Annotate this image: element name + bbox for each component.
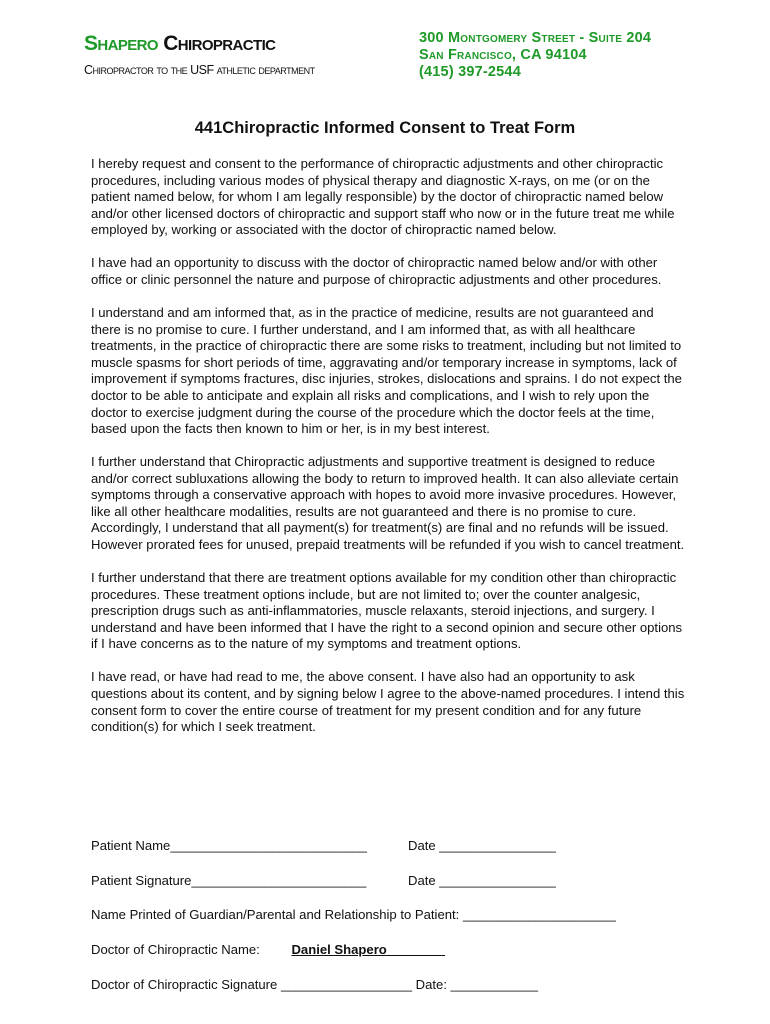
practice-name-second: Chiropractic <box>163 32 276 55</box>
address-street: 300 Montgomery Street - Suite 204 <box>419 30 652 46</box>
address-city: San Francisco, CA 94104 <box>419 47 587 63</box>
doctor-name-text: Daniel Shapero <box>291 942 387 957</box>
practice-phone: (415) 397-2544 <box>419 64 521 80</box>
consent-body <box>91 156 687 752</box>
practice-address <box>419 30 651 81</box>
consent-paragraph: I have had an opportunity to discuss with the doctor of chiropractic named below and/or with other office or clinic personnel the nature and purpose of chiropractic adjustments and other procedures. <box>91 255 662 287</box>
consent-paragraph: I further understand that there are treatment options available for my condition other than chiropractic procedures. These treatment options include, but are not limited to; over the counter analgesic, prescription drugs such as anti-inflammatories, muscle relaxants, steroid injections, and surgery. I understand and have been informed that I have the right to a second opinion and secure other options if I have concerns as to the nature of my symptoms and treatment options. <box>91 570 683 652</box>
patient-name-row <box>91 838 556 853</box>
patient-name-date-field[interactable]: Date ________________ <box>408 838 556 853</box>
patient-signature-date-field[interactable]: Date ________________ <box>408 873 556 888</box>
patient-name-field[interactable]: Patient Name___________________________ <box>91 838 367 853</box>
doctor-signature-field[interactable]: Doctor of Chiropractic Signature __________________ Date: ____________ <box>91 977 538 992</box>
practice-name-first: Shapero <box>84 32 158 55</box>
patient-signature-row <box>91 873 556 888</box>
consent-paragraph: I have read, or have had read to me, the above consent. I have also had an opportunity to ask questions about its content, and by signing below I agree to the above-named procedures. I intend this consent form to cover the entire course of treatment for my present condition and for any future condition(s) for which I seek treatment. <box>91 669 685 735</box>
consent-paragraph: I understand and am informed that, as in the practice of medicine, results are not guaranteed and there is no promise to cure. I further understand, and I am informed that, as with all healthcare treatments, in the practice of chiropractic there are some risks to treatment, including but not limited to muscle spasms for short periods of time, aggravating and/or temporary increase in symptoms, lack of improvement if symptoms fractures, disc injuries, strokes, dislocations and sprains. I do not expect the doctor to be able to anticipate and explain all risks and complications, and I wish to rely upon the doctor to exercise judgment during the course of the procedure which the doctor feels at the time, based upon the facts then known to him or her, is in my best interest. <box>91 304 682 437</box>
doctor-name-row <box>91 942 445 957</box>
consent-paragraph: I hereby request and consent to the performance of chiropractic adjustments and other chiropractic procedures, including various modes of physical therapy and diagnostic X-rays, on me (or on the patient named below, for whom I am legally responsible) by the doctor of chiropractic named below and/or other licensed doctors of chiropractic and support staff who now or in the future treat me while employed by, working or associated with the doctor of chiropractic named below. <box>91 156 675 238</box>
guardian-field[interactable]: Name Printed of Guardian/Parental and Relationship to Patient: _____________________ <box>91 907 616 922</box>
form-title: 441Chiropractic Informed Consent to Treat Form <box>194 119 576 137</box>
doctor-name-value[interactable] <box>263 942 445 957</box>
practice-name <box>84 32 315 56</box>
practice-tagline: Chiropractor to the USF athletic department <box>84 63 315 77</box>
doctor-name-label: Doctor of Chiropractic Name: <box>91 942 260 957</box>
patient-signature-field[interactable]: Patient Signature________________________ <box>91 873 367 888</box>
practice-brand <box>84 32 315 77</box>
consent-paragraph: I further understand that Chiropractic adjustments and supportive treatment is designed to reduce and/or correct subluxations allowing the body to return to improved health. It can also alleviate certain symptoms through a conservative approach with hopes to avoid more invasive procedures. However, like all other healthcare modalities, results are not guaranteed and there is no promise to cure. Accordingly, I understand that all payment(s) for treatment(s) are final and no refunds will be issued. However prorated fees for unused, prepaid treatments will be refunded if you wish to cancel treatment. <box>91 454 685 553</box>
